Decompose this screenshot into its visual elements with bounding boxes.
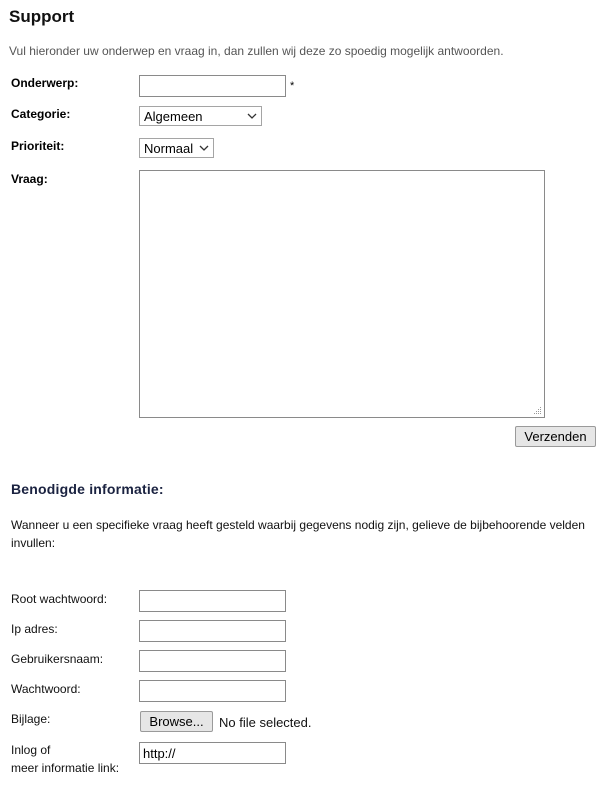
- question-label: Vraag:: [11, 172, 48, 186]
- ip-input[interactable]: [139, 620, 286, 642]
- username-input[interactable]: [139, 650, 286, 672]
- intro-text: Vul hieronder uw onderwep en vraag in, dan zullen wij deze zo spoedig mogelijk antwoorden.: [9, 44, 504, 58]
- file-status: No file selected.: [219, 715, 312, 730]
- password-input[interactable]: [139, 680, 286, 702]
- password-label: Wachtwoord:: [11, 682, 81, 696]
- category-select[interactable]: [139, 106, 262, 126]
- chevron-down-icon: [247, 111, 257, 121]
- category-label: Categorie:: [11, 107, 71, 121]
- subject-input[interactable]: [139, 75, 286, 97]
- browse-button[interactable]: Browse...: [140, 711, 213, 732]
- resize-grip-icon[interactable]: [533, 406, 542, 415]
- priority-label: Prioriteit:: [11, 139, 65, 153]
- root-password-input[interactable]: [139, 590, 286, 612]
- priority-select[interactable]: [139, 138, 214, 158]
- page-title: Support: [9, 7, 75, 26]
- required-marker: *: [290, 80, 295, 92]
- question-textarea[interactable]: [139, 170, 545, 418]
- chevron-down-icon: [199, 143, 209, 153]
- login-link-label-line2: meer informatie link:: [11, 761, 120, 775]
- root-password-label: Root wachtwoord:: [11, 592, 108, 606]
- login-link-input[interactable]: [139, 742, 286, 764]
- category-selected-value: Algemeen: [144, 108, 203, 124]
- submit-button[interactable]: Verzenden: [515, 426, 596, 447]
- subject-label: Onderwerp:: [11, 76, 79, 90]
- section-heading: Benodigde informatie:: [11, 481, 164, 497]
- priority-selected-value: Normaal: [144, 140, 194, 156]
- username-label: Gebruikersnaam:: [11, 652, 104, 666]
- login-link-label-line1: Inlog of: [11, 743, 51, 757]
- info-description: Wanneer u een specifieke vraag heeft gesteld waarbij gegevens nodig zijn, gelieve de bijbehoorende velden invullen:: [11, 518, 585, 550]
- ip-label: Ip adres:: [11, 622, 58, 636]
- attachment-label: Bijlage:: [11, 712, 51, 726]
